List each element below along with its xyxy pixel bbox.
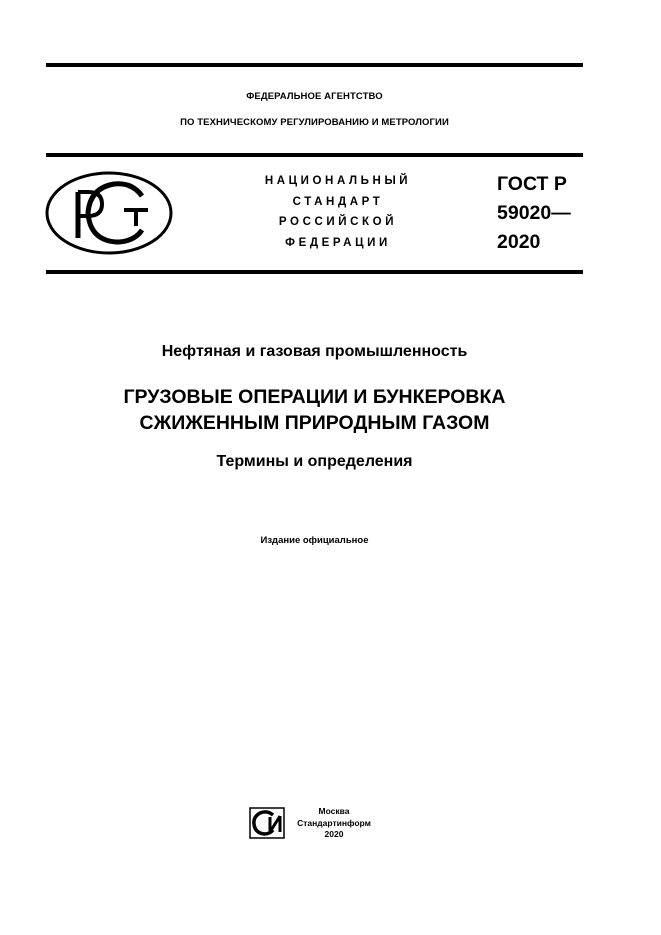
top-rule [46, 63, 583, 67]
publisher-year: 2020 [324, 829, 344, 839]
standard-block-rule [46, 270, 583, 274]
edition-label: Издание официальное [260, 535, 369, 546]
standartinform-logo-icon [249, 807, 285, 839]
document-title [46, 384, 583, 436]
gost-number-line-3: 2020 [497, 231, 541, 253]
gost-number-line-1: ГОСТ Р [497, 173, 567, 195]
document-subtitle: Термины и определения [216, 453, 413, 470]
agency-line-2: ПО ТЕХНИЧЕСКОМУ РЕГУЛИРОВАНИЮ И МЕТРОЛОГИИ [180, 117, 449, 128]
national-standard-line-2: СТАНДАРТ [292, 195, 384, 208]
gost-number [497, 170, 571, 257]
header-rule [46, 153, 583, 157]
publisher-info [292, 806, 376, 841]
gost-number-line-2: 59020— [497, 202, 571, 224]
document-title-line-2: СЖИЖЕННЫМ ПРИРОДНЫМ ГАЗОМ [139, 412, 490, 434]
rst-certification-logo-icon [44, 170, 174, 256]
publisher-name: Стандартинформ [297, 817, 371, 828]
national-standard-line-4: ФЕДЕРАЦИИ [285, 236, 391, 249]
agency-line-1: ФЕДЕРАЛЬНОЕ АГЕНТСТВО [246, 91, 383, 102]
publisher-city: Москва [318, 806, 350, 816]
document-title-line-1: ГРУЗОВЫЕ ОПЕРАЦИИ И БУНКЕРОВКА [123, 386, 506, 408]
national-standard-line-1: НАЦИОНАЛЬНЫЙ [264, 175, 412, 187]
industry-heading: Нефтяная и газовая промышленность [161, 343, 468, 360]
national-standard-line-3: РОССИЙСКОЙ [278, 216, 398, 228]
national-standard-label [228, 171, 448, 253]
